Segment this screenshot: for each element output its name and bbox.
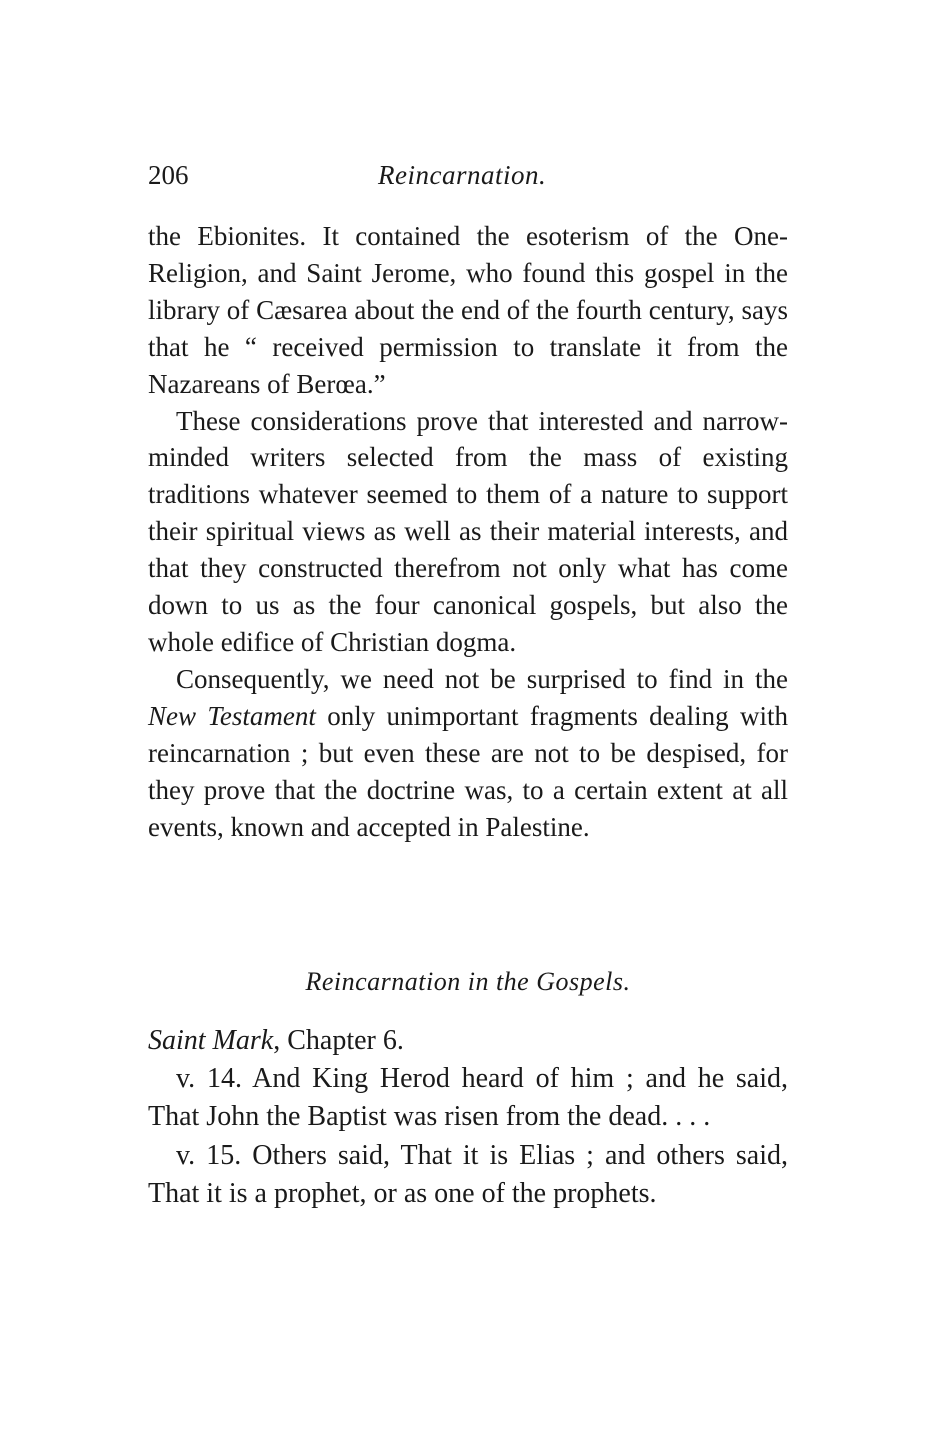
running-head: [148, 160, 788, 196]
verse-block: [148, 1022, 788, 1213]
page-number: 206: [148, 160, 189, 190]
verse: v. 15. Others said, That it is Elias ; and others said, That it is a prophet, or as one of the prophets.: [148, 1139, 788, 1209]
chapter-label: , Chapter 6.: [273, 1025, 404, 1056]
body-text: [148, 218, 788, 845]
paragraph-text: only unimportant fragments dealing with reincarnation ; but even these are not to be despised, for they prove that the doctrine was, to a certain extent at all events, known and accepted in Palestine.: [148, 700, 788, 842]
section-heading: Reincarnation in the Gospels.: [305, 967, 631, 996]
chapter-reference: [148, 1022, 788, 1060]
running-title: Reincarnation.: [378, 160, 547, 190]
book-title: New Testament: [148, 700, 316, 731]
paragraph: These considerations prove that interested and narrow-minded writers selected from the mass of existing traditions whatever seemed to them of a nature to support their spiritual views as well as their material interests, and that they constructed therefrom not only what has come down to us as the four canonical gospels, but also the whole edifice of Christian dogma.: [148, 405, 788, 657]
paragraph-text: Consequently, we need not be surprised to find in the: [176, 663, 788, 694]
paragraph-continued: the Ebionites. It contained the esoterism of the One-Religion, and Saint Jerome, who found this gospel in the library of Cæsarea about the end of the fourth century, says that he “ received permission to translate it from the Nazareans of Berœa.”: [148, 221, 788, 399]
paragraph: [148, 661, 788, 846]
verse: v. 14. And King Herod heard of him ; and he said, That John the Baptist was risen from the dead. . . .: [148, 1063, 788, 1133]
book-name: Saint Mark: [148, 1025, 274, 1056]
